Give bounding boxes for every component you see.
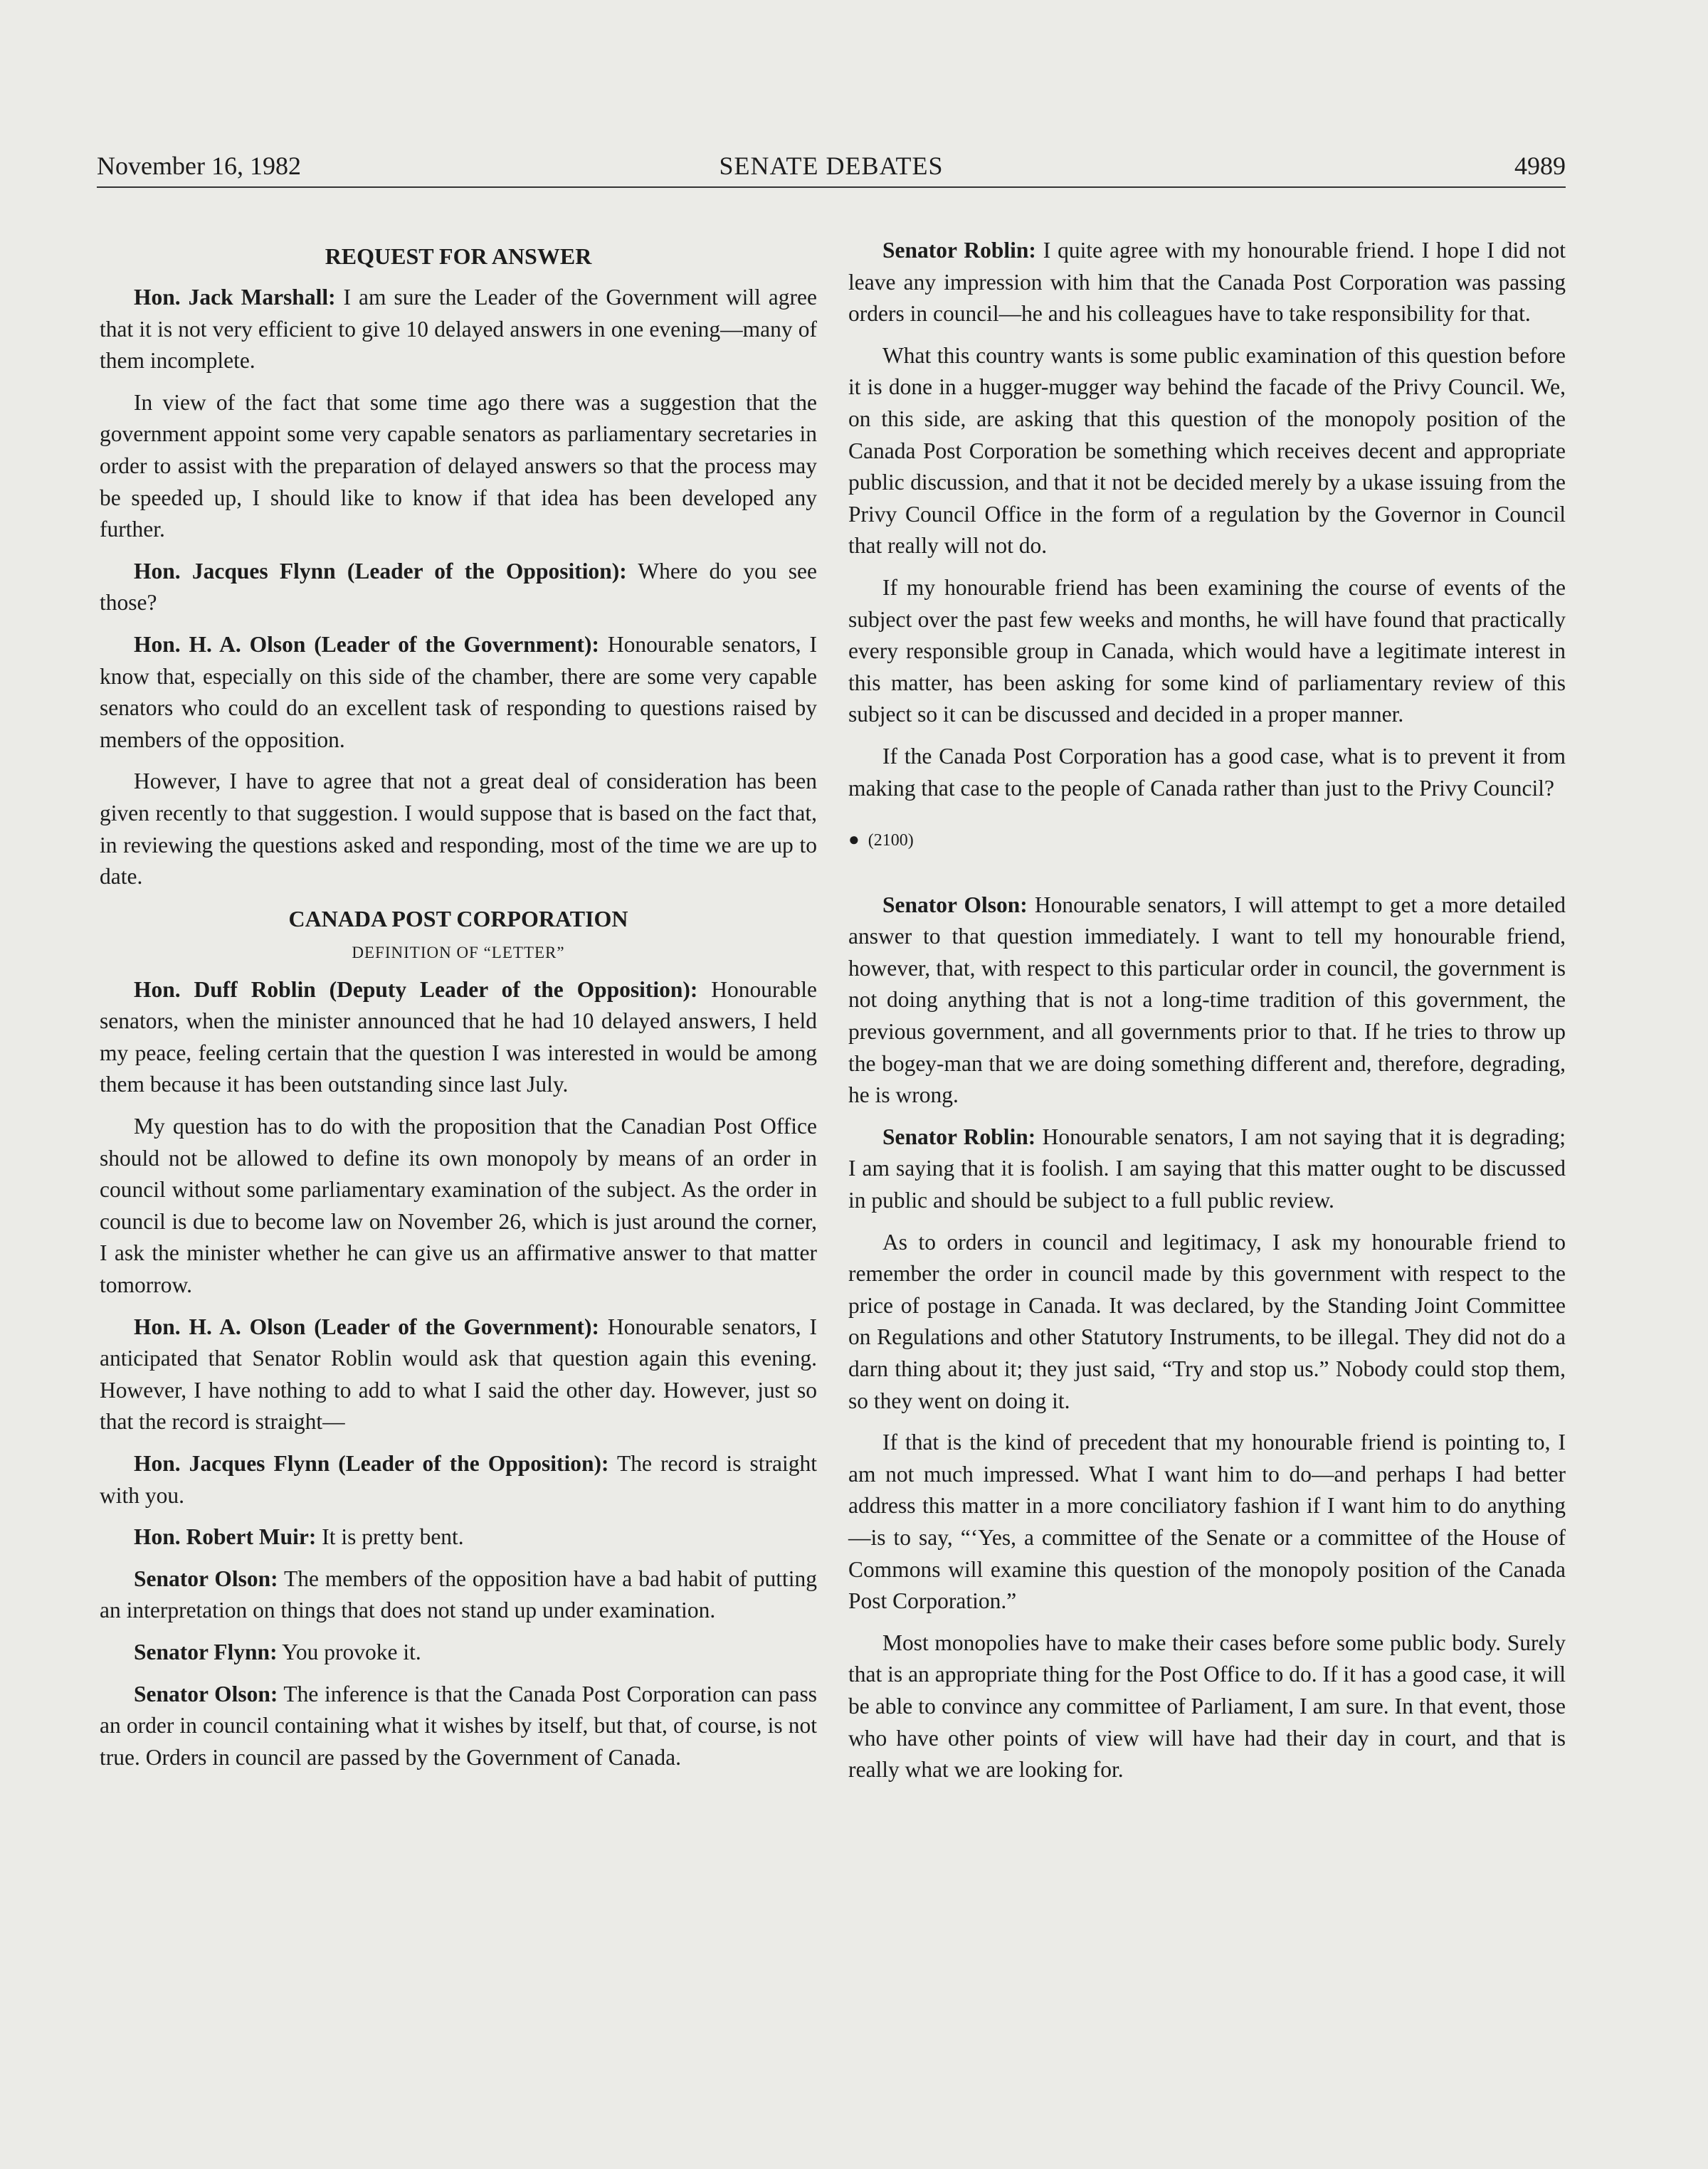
paragraph (100, 1448, 817, 1511)
header-title: SENATE DEBATES (719, 152, 944, 180)
speaker-name: Senator Roblin: (882, 238, 1036, 263)
paragraph: What this country wants is some public examination of this question before it is done in a hugger-mugger way behind the facade of the Privy Council. We, on this side, are asking that this question of the monopoly position of the Canada Post Corporation be something which receives decent and appropriate public discussion, and that it not be decided merely by a ukase issuing from the Privy Council Office in the form of a regulation by the Governor in Council that really will not do. (848, 342, 1566, 559)
paragraph (100, 556, 817, 619)
speech-text: You provoke it. (277, 1639, 421, 1664)
header-date: November 16, 1982 (97, 152, 301, 180)
speech-text: Honourable senators, I know that, especially on this side of the chamber, there are some very capable senators who could do an excellent task of responding to questions raised by members of the opposition. (100, 631, 817, 752)
paragraph: If the Canada Post Corporation has a good case, what is to prevent it from making that case to the people of Canada rather than just to the Privy Council? (848, 743, 1566, 801)
header-page-number: 4989 (1514, 152, 1566, 180)
paragraph: As to orders in council and legitimacy, I ask my honourable friend to remember the order in council made by this government with respect to the price of postage in Canada. It was declared, by the Standing Joint Committee on Regulations and other Statutory Instruments, to be illegal. They did not do a darn thing about it; they just said, “Try and stop us.” Nobody could stop them, so they went on doing it. (848, 1229, 1566, 1413)
paragraph: If that is the kind of precedent that my honourable friend is pointing to, I am not much impressed. What I want him to do—and perhaps I had better address this matter in a more conciliatory fashion if I want him to do anything—is to say, “‘Yes, a committee of the Senate or a committee of the House of Commons will examine this question of the monopoly position of the Canada Post Corporation.” (848, 1430, 1566, 1614)
running-header (97, 151, 1566, 188)
bullet-icon: ● (848, 829, 860, 850)
paragraph (100, 1637, 817, 1669)
paragraph (100, 1563, 817, 1627)
speaker-name: Senator Olson: (134, 1566, 278, 1591)
speech-text: It is pretty bent. (316, 1524, 464, 1550)
speech-text: Honourable senators, I am not saying that it is degrading; I am saying that it is foolish. I am saying that this matter ought to be discussed in public and should be subject to a full public review. (848, 1124, 1566, 1213)
paragraph (100, 1521, 817, 1553)
speaker-name: Hon. Robert Muir: (134, 1524, 317, 1550)
paragraph (848, 890, 1566, 1112)
paragraph (100, 1679, 817, 1774)
speech-text: Where do you see those? (100, 558, 817, 616)
right-column (848, 235, 1566, 1796)
speaker-name: Senator Flynn: (134, 1639, 278, 1664)
paragraph: My question has to do with the proposition that the Canadian Post Office should not be allowed to define its own monopoly by means of an order in council without some parliamentary examination of the subject. As the order in council is due to become law on November 26, which is just around the corner, I ask the minister whether he can give us an affirmative answer to that matter tomorrow. (100, 1114, 817, 1298)
time-marker (848, 824, 1566, 857)
speaker-name: Hon. Duff Roblin (Deputy Leader of the Opposition): (134, 976, 698, 1002)
speech-text: I quite agree with my honourable friend. I hope I did not leave any impression with him that the Canada Post Corporation was passing orders in council—he and his colleagues have to take responsibility for that. (848, 238, 1566, 327)
paragraph (848, 235, 1566, 330)
paragraph (100, 1312, 817, 1438)
speaker-name: Hon. Jack Marshall: (134, 285, 336, 310)
speaker-name: Senator Olson: (134, 1681, 278, 1706)
section-subheading-definition: DEFINITION OF “LETTER” (352, 943, 565, 961)
left-column (100, 235, 817, 1783)
speech-text: The record is straight with you. (100, 1451, 817, 1508)
speaker-name: Senator Roblin: (882, 1124, 1036, 1149)
paragraph: In view of the fact that some time ago there was a suggestion that the government appoint some very capable senators as parliamentary secretaries in order to assist with the preparation of delayed answers so that the process may be speeded up, I should like to know if that idea has been developed any further. (100, 389, 817, 542)
speech-text: Honourable senators, I will attempt to get a more detailed answer to that question immediately. I want to tell my honourable friend, however, that, with respect to this particular order in council, the government is not doing anything that is not a long-time tradition of this government, the previous government, and all governments prior to that. If he tries to throw up the bogey-man that we are doing something different and, therefore, degrading, he is wrong. (848, 892, 1566, 1108)
speaker-name: Hon. H. A. Olson (Leader of the Government): (134, 1314, 600, 1339)
paragraph (848, 1122, 1566, 1217)
speech-text: I am sure the Leader of the Government will agree that it is not very efficient to give 10 delayed answers in one evening—many of them incomplete. (100, 285, 817, 374)
speech-text: The members of the opposition have a bad habit of putting an interpretation on things that does not stand up under examination. (100, 1566, 817, 1623)
time-marker-text: (2100) (868, 831, 914, 850)
paragraph (100, 974, 817, 1101)
section-heading-canada-post: CANADA POST CORPORATION (288, 905, 628, 932)
speech-text: The inference is that the Canada Post Corporation can pass an order in council containing what it wishes by itself, but that, of course, is not true. Orders in council are passed by the Government of Canada. (100, 1681, 817, 1770)
paragraph: If my honourable friend has been examining the course of events of the subject over the past few weeks and months, he will have found that practically every responsible group in Canada, which would have a legitimate interest in this matter, has been asking for some kind of parliamentary review of this subject so it can be discussed and decided in a proper manner. (848, 574, 1566, 727)
speech-text: Honourable senators, when the minister announced that he had 10 delayed answers, I held my peace, feeling certain that the question I was interested in would be among them because it has been outstanding since last July. (100, 976, 817, 1097)
paragraph (100, 629, 817, 756)
paragraph: However, I have to agree that not a great deal of consideration has been given recently to that suggestion. I would suppose that is based on the fact that, in reviewing the questions asked and responding, most of the time we are up to date. (100, 769, 817, 890)
speaker-name: Hon. Jacques Flynn (Leader of the Opposition): (134, 1451, 609, 1476)
speaker-name: Senator Olson: (882, 892, 1028, 917)
speech-text: Honourable senators, I anticipated that Senator Roblin would ask that question again this evening. However, I have nothing to add to what I said the other day. However, just so that the record is straight— (100, 1314, 817, 1435)
section-heading-request-for-answer: REQUEST FOR ANSWER (325, 243, 592, 269)
paragraph (100, 282, 817, 377)
paragraph: Most monopolies have to make their cases before some public body. Surely that is an appropriate thing for the Post Office to do. If it has a good case, it will be able to convince any committee of Parliament, I am sure. In that event, those who have other points of view will have had their day in court, and that is really what we are looking for. (848, 1630, 1566, 1783)
speaker-name: Hon. Jacques Flynn (Leader of the Opposition): (134, 558, 627, 584)
speaker-name: Hon. H. A. Olson (Leader of the Government): (134, 631, 600, 657)
